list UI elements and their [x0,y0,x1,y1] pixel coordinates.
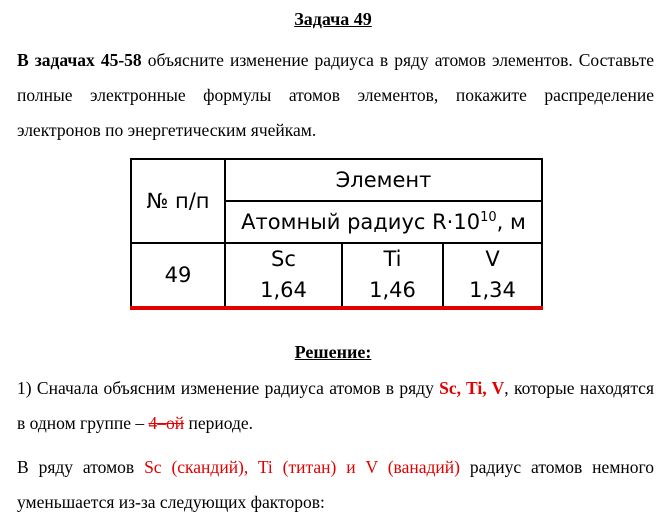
element-cell-ti [342,243,443,308]
solution-title: Решение: [294,342,372,362]
element-cell-v [443,243,542,308]
solution-text-2 [17,450,654,520]
solution-line-4: уменьшается из-за следующих факторов: [17,492,325,512]
solution-line-3 [17,450,654,485]
row-number: 49 [131,243,225,308]
task-title: Задача 49 [294,9,372,29]
series-elements: Sc, Ti, V [439,378,505,398]
element-radius: 1,64 [260,278,307,302]
col-num-header: № п/п [131,159,225,243]
task-statement [17,43,654,148]
solution-text [17,371,654,441]
solution-line-2 [17,406,654,441]
solution-line-2-start: в одном группе – [17,413,149,433]
element-symbol: Ti [383,247,402,271]
solution-line-1 [17,371,654,406]
solution-line-1-start: 1) Сначала объясним изменение радиуса атомов в ряду [17,378,440,398]
radius-unit: , м [496,210,526,234]
task-line-3: электронов по энергетическим ячейкам. [17,120,317,140]
solution-line-3-start: В ряду атомов [17,457,145,477]
element-radius: 1,46 [369,278,416,302]
element-header: Элемент [225,159,542,201]
period-number: 4–ой [148,413,185,433]
task-range: В задачах 45-58 [17,50,142,70]
element-symbol: V [485,247,500,271]
task-line-1-text: объясните изменение радиуса в ряду атомов элементов. Составьте [141,50,655,70]
radius-label: Атомный радиус R·10 [241,210,481,234]
task-line-2: полные электронные формулы атомов элементов, покажите распределение [17,85,654,105]
solution-line-1-end: , которые находятся [504,378,654,398]
element-cell-sc [225,243,342,308]
element-symbol: Sc [271,247,296,271]
element-names: Sc (скандий), Ti (титан) и V (ванадий) [144,457,460,477]
elements-table [130,158,543,310]
solution-line-2-end: периоде. [184,413,254,433]
radius-header [225,201,542,243]
task-line-1 [17,43,654,78]
radius-exp: 10 [480,210,497,225]
solution-line-3-end: радиус атомов немного [459,457,654,477]
element-radius: 1,34 [469,278,516,302]
